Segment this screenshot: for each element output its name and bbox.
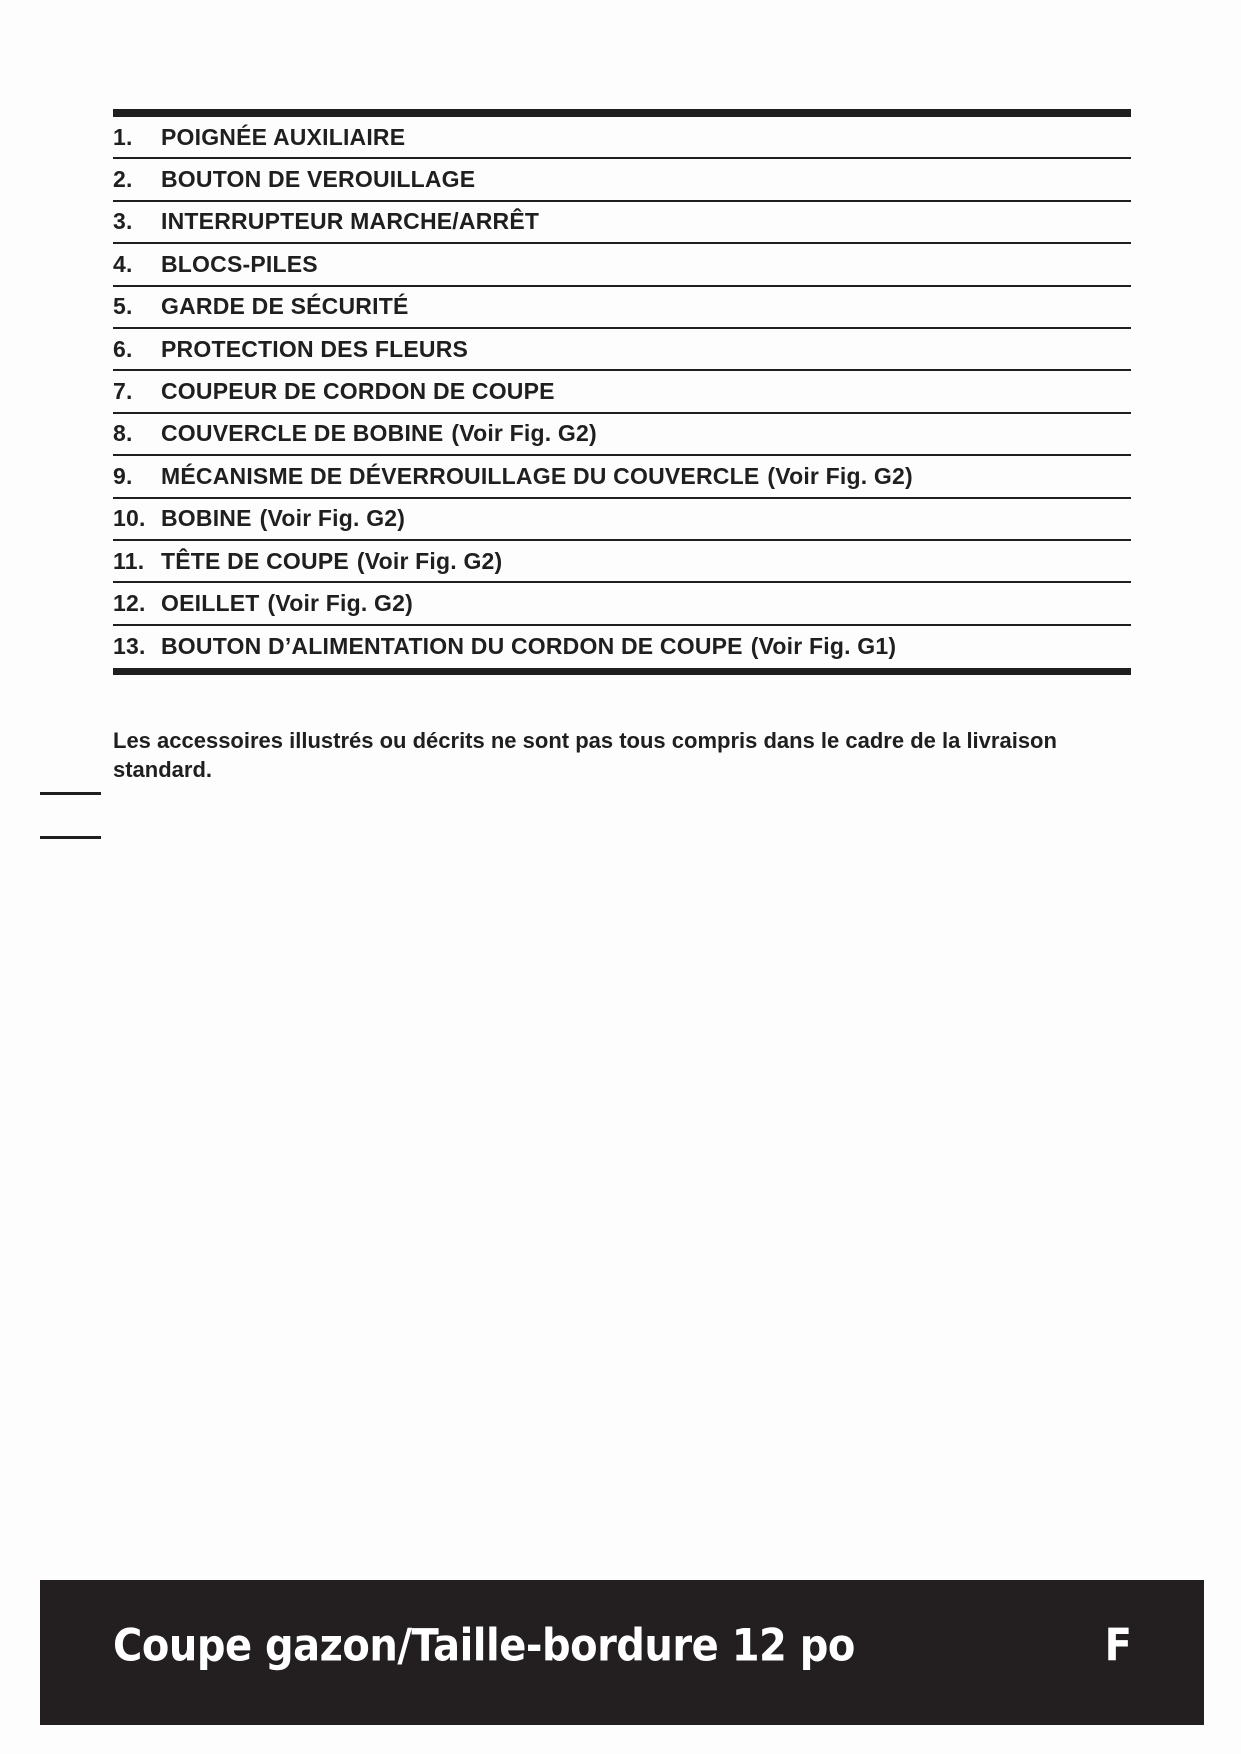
part-label: BOBINE <box>161 505 252 532</box>
part-row <box>113 202 1131 244</box>
part-number: 3. <box>113 208 133 235</box>
margin-rule <box>40 792 101 795</box>
part-label: POIGNÉE AUXILIAIRE <box>161 123 406 150</box>
part-label: MÉCANISME DE DÉVERROUILLAGE DU COUVERCLE <box>161 462 760 489</box>
parts-list <box>113 109 1131 675</box>
part-row <box>113 244 1131 286</box>
part-row <box>113 117 1131 159</box>
part-number: 9. <box>113 462 133 489</box>
figure-reference: (Voir Fig. G2) <box>267 589 413 616</box>
part-row <box>113 499 1131 541</box>
part-row <box>113 371 1131 413</box>
footer-banner <box>40 1580 1204 1725</box>
part-number: 1. <box>113 123 133 150</box>
figure-reference: (Voir Fig. G2) <box>451 420 597 447</box>
part-label: PROTECTION DES FLEURS <box>161 335 469 362</box>
part-number: 2. <box>113 166 133 193</box>
part-number: 13. <box>113 633 146 660</box>
part-label: BOUTON D’ALIMENTATION DU CORDON DE COUPE <box>161 633 743 660</box>
part-label: COUPEUR DE CORDON DE COUPE <box>161 378 555 405</box>
part-number: 11. <box>113 547 145 574</box>
figure-reference: (Voir Fig. G2) <box>767 462 913 489</box>
part-number: 4. <box>113 250 133 277</box>
footer-title: Coupe gazon/Taille-bordure 12 po <box>113 1620 855 1672</box>
figure-reference: (Voir Fig. G2) <box>356 547 503 574</box>
part-label: BLOCS-PILES <box>161 250 318 277</box>
part-row <box>113 159 1131 201</box>
part-number: 7. <box>113 378 133 405</box>
part-label: BOUTON DE VEROUILLAGE <box>161 166 476 193</box>
part-row <box>113 329 1131 371</box>
language-marker: F <box>1104 1620 1132 1672</box>
part-number: 6. <box>113 335 133 362</box>
part-row <box>113 414 1131 456</box>
part-row <box>113 287 1131 329</box>
part-row <box>113 583 1131 625</box>
accessories-note: Les accessoires illustrés ou décrits ne sont pas tous compris dans le cadre de la livraison standard. <box>113 728 1057 782</box>
part-label: INTERRUPTEUR MARCHE/ARRÊT <box>161 208 540 235</box>
part-number: 12. <box>113 589 146 616</box>
margin-rule <box>40 836 101 839</box>
part-label: GARDE DE SÉCURITÉ <box>161 293 409 320</box>
part-number: 5. <box>113 293 133 320</box>
part-row <box>113 456 1131 498</box>
figure-reference: (Voir Fig. G1) <box>750 633 897 660</box>
part-label: COUVERCLE DE BOBINE <box>161 420 444 447</box>
part-number: 10. <box>113 505 146 532</box>
part-row <box>113 626 1131 668</box>
part-label: TÊTE DE COUPE <box>161 547 349 574</box>
figure-reference: (Voir Fig. G2) <box>259 505 406 532</box>
part-row <box>113 541 1131 583</box>
part-label: OEILLET <box>161 589 260 616</box>
part-number: 8. <box>113 420 133 447</box>
